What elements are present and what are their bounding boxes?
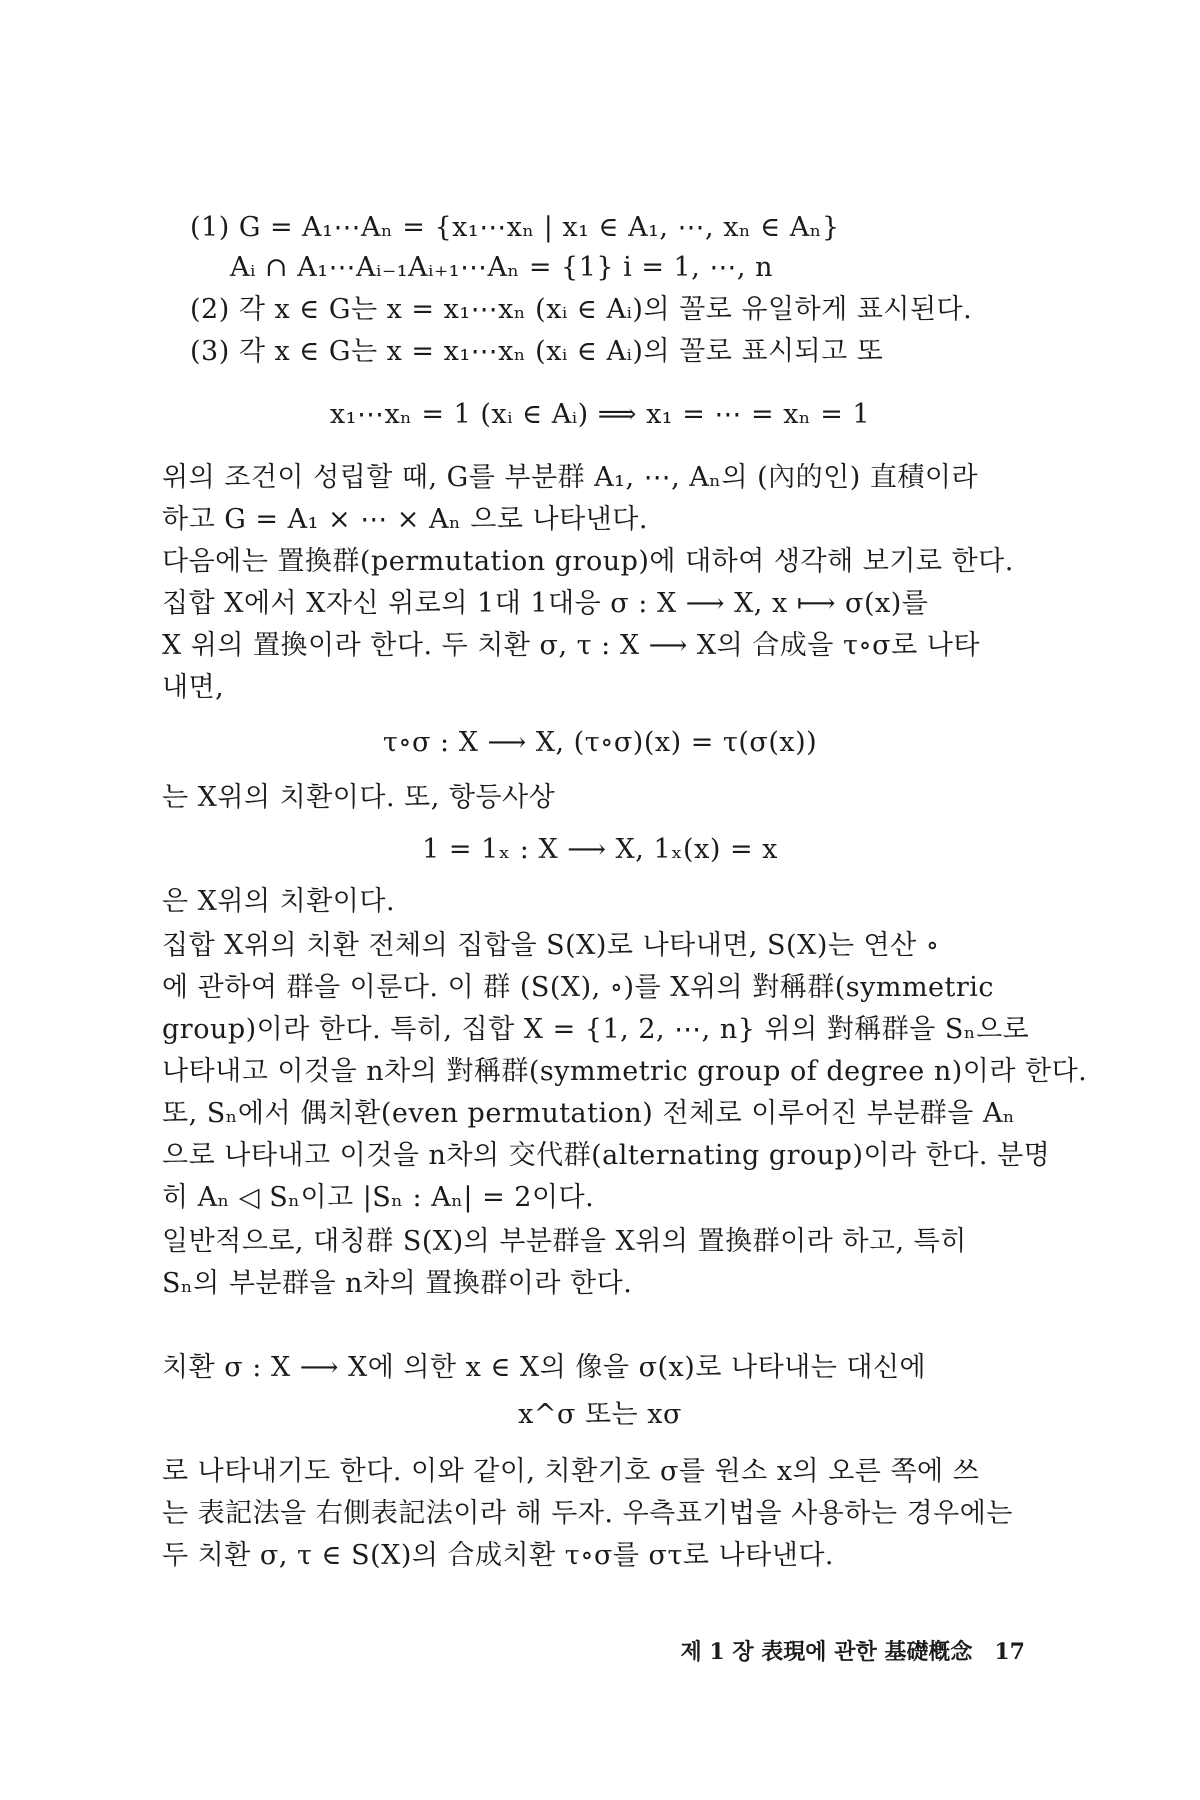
paragraph-direct-product-line-1: 위의 조건이 성립할 때, G를 부분群 A₁, ⋯, Aₙ의 (內的인) 直積이라 [162,462,979,493]
paragraph-image-notation-line-1: 치환 σ : X ⟶ X에 의한 x ∈ X의 像을 σ(x)로 나타내는 대신에 [162,1352,927,1383]
equation-right-notation: x^σ 또는 xσ [518,1399,682,1430]
paragraph-right-notation-line-2: 는 表記法을 右側表記法이라 해 두자. 우측표기법을 사용하는 경우에는 [162,1498,1013,1529]
paragraph-direct-product-line-2: 하고 G = A₁ × ⋯ × Aₙ 으로 나타낸다. [162,504,648,535]
equation-product-identity: x₁⋯xₙ = 1 (xᵢ ∈ Aᵢ) ⟹ x₁ = ⋯ = xₙ = 1 [329,399,871,430]
paragraph-permutation-group-intro: 다음에는 置換群(permutation group)에 대하여 생각해 보기로 한다. [162,546,1014,577]
condition-2-line: (2) 각 x ∈ G는 x = x₁⋯xₙ (xᵢ ∈ Aᵢ)의 꼴로 유일하게 표시된다. [190,294,973,325]
equation-composition: τ∘σ : X ⟶ X, (τ∘σ)(x) = τ(σ(x)) [382,727,818,758]
condition-1-line: (1) G = A₁⋯Aₙ = {x₁⋯xₙ | x₁ ∈ A₁, ⋯, xₙ ∈ Aₙ} [190,212,840,243]
page-footer [681,1635,1026,1666]
paragraph-symmetric-group-line-3: group)이라 한다. 특히, 집합 X = {1, 2, ⋯, n} 위의 對稱群을 Sₙ으로 [162,1014,1030,1045]
paragraph-alternating-group-line-1: 또, Sₙ에서 偶치환(even permutation) 전체로 이루어진 부분群을 Aₙ [162,1098,1016,1129]
paragraph-alternating-group-line-2: 으로 나타내고 이것을 n차의 交代群(alternating group)이라 한다. 분명 [162,1140,1051,1171]
condition-3-line: (3) 각 x ∈ G는 x = x₁⋯xₙ (xᵢ ∈ Aᵢ)의 꼴로 표시되고 또 [190,336,884,367]
paragraph-permutation-def-line-2: X 위의 置換이라 한다. 두 치환 σ, τ : X ⟶ X의 合成을 τ∘σ로 나타 [162,630,980,661]
paragraph-right-notation-line-3: 두 치환 σ, τ ∈ S(X)의 合成치환 τ∘σ를 στ로 나타낸다. [162,1540,835,1571]
paragraph-permutation-def-line-1: 집합 X에서 X자신 위로의 1대 1대응 σ : X ⟶ X, x ⟼ σ(x)를 [162,588,929,619]
paragraph-permutation-group-def-line-2: Sₙ의 부분群을 n차의 置換群이라 한다. [162,1268,633,1299]
chapter-title: 제 1 장 表現에 관한 基礎槪念 [680,1639,973,1665]
paragraph-permutation-group-def-line-1: 일반적으로, 대칭群 S(X)의 부분群을 X위의 置換群이라 하고, 특히 [162,1226,967,1257]
condition-1-intersection-line: Aᵢ ∩ A₁⋯Aᵢ₋₁Aᵢ₊₁⋯Aₙ = {1} i = 1, ⋯, n [230,252,773,283]
paragraph-alternating-group-line-3: 히 Aₙ ◁ Sₙ이고 |Sₙ : Aₙ| = 2이다. [162,1182,595,1213]
paragraph-identity-map-conclusion: 은 X위의 치환이다. [162,886,396,917]
paragraph-permutation-def-line-3: 내면, [162,672,225,703]
paragraph-symmetric-group-line-1: 집합 X위의 치환 전체의 집합을 S(X)로 나타내면, S(X)는 연산 ∘ [162,930,940,961]
paragraph-symmetric-group-line-4: 나타내고 이것을 n차의 對稱群(symmetric group of degree n)이라 한다. [162,1056,1088,1087]
equation-identity-map: 1 = 1ₓ : X ⟶ X, 1ₓ(x) = x [422,834,778,865]
paragraph-symmetric-group-line-2: 에 관하여 群을 이룬다. 이 群 (S(X), ∘)를 X위의 對稱群(symmetric [162,972,995,1003]
page-number: 17 [994,1639,1025,1665]
paragraph-identity-map-intro: 는 X위의 치환이다. 또, 항등사상 [162,782,556,813]
paragraph-right-notation-line-1: 로 나타내기도 한다. 이와 같이, 치환기호 σ를 원소 x의 오른 쪽에 쓰 [162,1456,980,1487]
